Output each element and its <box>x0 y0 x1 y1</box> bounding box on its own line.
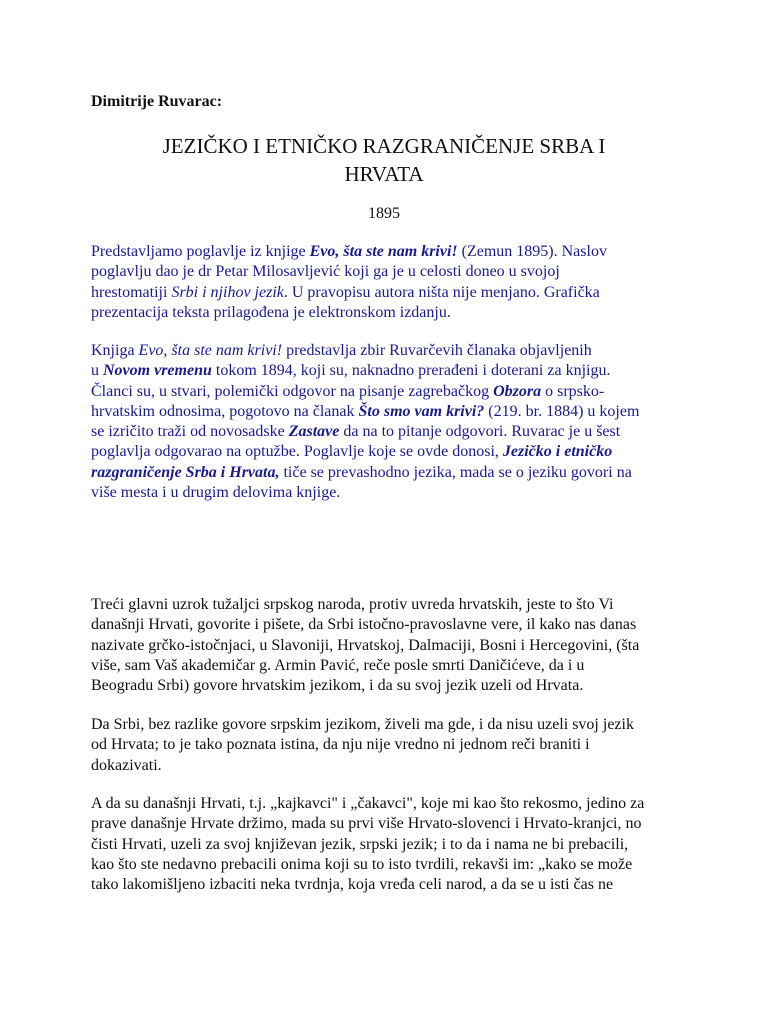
publication-year: 1895 <box>368 205 400 222</box>
text-line: hrestomatiji Srbi i njihov jezik. U pravopisu autora ništa nije menjano. Grafička <box>91 283 600 301</box>
intro-paragraph <box>91 341 686 503</box>
book-title: Evo, šta ste nam krivi! <box>309 243 458 260</box>
book-title: Srbi i njihov jezik <box>171 283 284 301</box>
newspaper-title: Zastave <box>288 423 340 441</box>
text-line: od Hrvata; to je tako poznata istina, da nju nije vredno ni jednom reči braniti i <box>91 736 590 754</box>
text-line: Predstavljamo poglavlje iz knjige Evo, šta ste nam krivi! (Zemun 1895). Naslov <box>91 243 607 260</box>
text-line: Da Srbi, bez razlike govore srpskim jezikom, živeli ma gde, i da nisu uzeli svoj jezik <box>91 716 634 733</box>
text-line: više, sam Vaš akademičar g. Armin Pavić, reče posle smrti Daničićeve, da i u <box>91 656 585 674</box>
text-line: čisti Hrvati, uzeli za svoj književan jezik, srpski jezik; i to da i nama ne bi prebacili, <box>91 835 629 853</box>
article-title: Što smo vam krivi? <box>358 402 485 420</box>
body-paragraph <box>91 715 686 776</box>
book-title: Evo, šta ste nam krivi! <box>138 342 283 359</box>
text-line: tako lakomišljeno izbaciti neka tvrdnja, koja vređa celi narod, a da se u isti čas ne <box>91 876 614 894</box>
text-line: prezentacija teksta prilagođena je elektronskom izdanju. <box>91 303 451 321</box>
text-line: prave današnje Hrvate držimo, mada su prvi više Hrvato-slovenci i Hrvato-kranjci, no <box>91 815 642 833</box>
body-paragraph <box>91 595 686 696</box>
text-line: današnji Hrvati, govorite i pišete, da Srbi istočno-pravoslavne vere, il kako nas danas <box>91 616 637 634</box>
text-line: kao što ste nedavno prebacili onima koji su to isto tvrdili, rekavši im: „kako se može <box>91 855 633 873</box>
text-line: dokazivati. <box>91 756 162 774</box>
title-line: JEZIČKO I ETNIČKO RAZGRANIČENJE SRBA I <box>162 134 606 158</box>
text-line: se izričito traži od novosadske Zastave da na to pitanje odgovori. Ruvarac je u šest <box>91 423 621 441</box>
text-line: u Novom vremenu tokom 1894, koji su, naknadno prerađeni i doterani za knjigu. <box>91 362 611 380</box>
text-line: razgraničenje Srba i Hrvata, tiče se prevashodno jezika, mada se o jeziku govori na <box>91 463 632 481</box>
text-line: više mesta i u drugim delovima knjige. <box>91 484 341 502</box>
text-line: Treći glavni uzrok tužaljci srpskog naroda, protiv uvreda hrvatskih, jeste to što Vi <box>91 596 614 613</box>
text-line: Beogradu Srbi) govore hrvatskim jezikom, i da su svoj jezik uzeli od Hrvata. <box>91 677 584 695</box>
text-line: hrvatskim odnosima, pogotovo na članak Što smo vam krivi? (219. br. 1884) u kojem <box>91 402 640 420</box>
text-line: Knjiga Evo, šta ste nam krivi! predstavlja zbir Ruvarčevih članaka objavljenih <box>91 342 592 359</box>
text-line: poglavlja odgovarao na optužbe. Poglavlje koje se ovde donosi, Jezičko i etničko <box>91 443 613 461</box>
text-line: A da su današnji Hrvati, t.j. „kajkavci" i „čakavci", koje mi kao što rekosmo, jedino za <box>91 795 645 812</box>
title-line: HRVATA <box>344 162 424 186</box>
author-name: Dimitrije Ruvarac: <box>91 93 223 110</box>
body-paragraph <box>91 794 686 895</box>
text-line: nazivate grčko-istočnjaci, u Slavoniji, Hrvatskoj, Dalmaciji, Bosni i Hercegovini, (šta <box>91 636 640 654</box>
text-line: Članci su, u stvari, polemički odgovor na pisanje zagrebačkog Obzora o srpsko- <box>91 382 605 400</box>
intro-paragraph <box>91 242 686 323</box>
document-title <box>91 132 677 188</box>
chapter-title: razgraničenje Srba i Hrvata, <box>91 463 280 481</box>
newspaper-title: Obzora <box>493 382 542 400</box>
newspaper-title: Novom vremenu <box>103 362 212 380</box>
chapter-title: Jezičko i etničko <box>502 443 613 461</box>
text-line: poglavlju dao je dr Petar Milosavljević koji ga je u celosti doneo u svojoj <box>91 263 560 281</box>
